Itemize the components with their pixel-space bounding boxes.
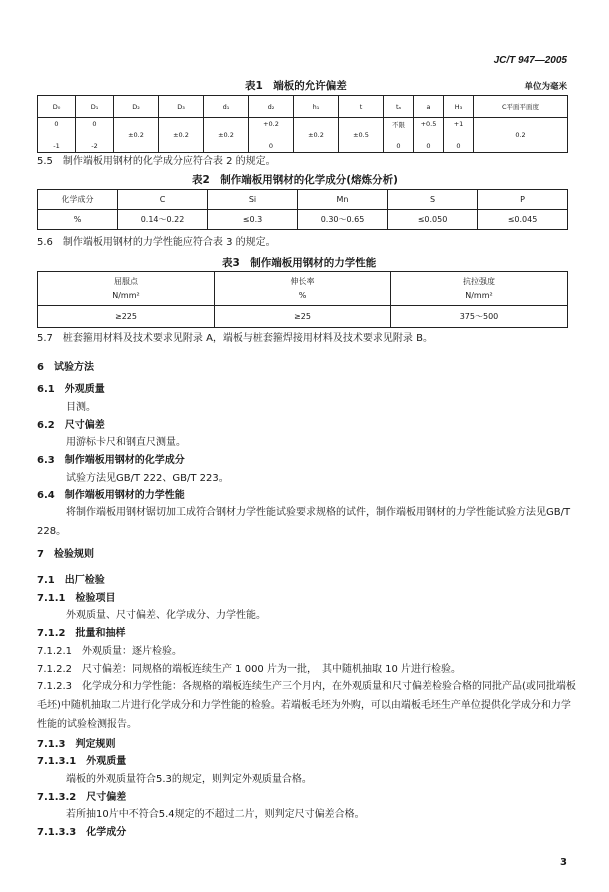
table2-cell: 0.30～0.65 [298, 210, 388, 230]
clause-6-3-heading: 6.3 制作端板用钢材的化学成分 [37, 455, 185, 466]
clause-7-1-3-1-heading: 7.1.3.1 外观质量 [37, 756, 127, 767]
table3-title: 表3 制作端板用钢材的力学性能 [222, 257, 377, 269]
table2-header-cell: Si [208, 190, 298, 210]
table2-data-row [38, 210, 568, 230]
clause-7-1-3-3-heading: 7.1.3.3 化学成分 [37, 827, 127, 838]
table2-cell: ≤0.045 [478, 210, 568, 230]
clause-6-3-body: 试验方法见GB/T 222、GB/T 223。 [66, 473, 229, 484]
tolerance-lower: -2 [91, 142, 98, 150]
table1-header-cell: a [414, 96, 444, 118]
clause-7-1-3-1-body: 端板的外观质量符合5.3的规定，则判定外观质量合格。 [66, 774, 312, 785]
table3 [37, 271, 568, 328]
table2-cell: 0.14～0.22 [118, 210, 208, 230]
table1-header-cell: t [339, 96, 384, 118]
table2-header-cell: C [118, 190, 208, 210]
table1-header-cell: D₃ [159, 96, 204, 118]
standard-code: JC/T 947—2005 [493, 55, 567, 66]
clause-5-6: 5.6 制作端板用钢材的力学性能应符合表 3 的规定。 [37, 237, 276, 248]
table3-cell: ≥225 [38, 306, 215, 328]
clause-6-2-body: 用游标卡尺和钢直尺测量。 [66, 437, 186, 448]
table3-data-row [38, 306, 568, 328]
table1-header-cell: H₃ [444, 96, 474, 118]
tolerance-upper: 不限 [392, 121, 405, 129]
table3-header-row [38, 272, 568, 306]
table1-header-row [38, 96, 568, 118]
clause-7-1-2-1: 7.1.2.1 外观质量：逐片检验。 [37, 646, 182, 657]
table3-header-unit: N/mm² [465, 290, 493, 300]
table2-header-cell: Mn [298, 190, 388, 210]
table3-cell: ≥25 [215, 306, 391, 328]
clause-7-1-3-2-heading: 7.1.3.2 尺寸偏差 [37, 792, 127, 803]
table3-header-cell [215, 272, 391, 306]
tolerance-upper: +0.2 [263, 120, 279, 128]
table1-cell [444, 118, 474, 153]
table1-cell [249, 118, 294, 153]
table1-cell: ±0.2 [114, 118, 159, 153]
table2-header-row [38, 190, 568, 210]
table3-header-label: 屈服点 [114, 276, 138, 286]
table2-header-cell: P [478, 190, 568, 210]
tolerance-lower: 0 [268, 142, 274, 150]
table1-unit: 单位为毫米 [524, 82, 567, 92]
table2-cell: % [38, 210, 118, 230]
table1-header-cell: D₂ [114, 96, 159, 118]
table1-cell [38, 118, 76, 153]
table1 [37, 95, 568, 153]
clause-6-4-body: 将制作端板用钢材锯切加工成符合钢材力学性能试验要求规格的试件，制作端板用钢材的力学性能试验方法见GB/T 228。 [37, 507, 571, 537]
table2-cell: ≤0.050 [388, 210, 478, 230]
table1-data-row [38, 118, 568, 153]
clause-7-1-2-2: 7.1.2.2 尺寸偏差：同规格的端板连续生产 1 000 片为一批， 其中随机抽取 10 片进行检验。 [37, 664, 462, 675]
page-number: 3 [560, 857, 567, 868]
clause-6-2-heading: 6.2 尺寸偏差 [37, 420, 105, 431]
clause-7-1-2-heading: 7.1.2 批量和抽样 [37, 628, 126, 639]
table1-header-cell: D₀ [38, 96, 76, 118]
tolerance-upper: 0 [54, 120, 59, 128]
section-6-heading: 6 试验方法 [37, 362, 94, 373]
table3-header-unit: N/mm² [112, 290, 140, 300]
table1-header-cell: d₁ [204, 96, 249, 118]
tolerance-lower: -1 [53, 142, 60, 150]
table3-header-cell [391, 272, 568, 306]
table1-header-cell: tₐ [384, 96, 414, 118]
table2 [37, 189, 568, 230]
table2-cell: ≤0.3 [208, 210, 298, 230]
table1-cell: ±0.2 [159, 118, 204, 153]
clause-7-1-3-2-body: 若所抽10片中不符合5.4规定的不超过二片，则判定尺寸偏差合格。 [66, 809, 365, 820]
clause-7-1-heading: 7.1 出厂检验 [37, 575, 105, 586]
table1-cell [414, 118, 444, 153]
table3-cell: 375～500 [391, 306, 568, 328]
clause-5-5: 5.5 制作端板用钢材的化学成分应符合表 2 的规定。 [37, 156, 276, 167]
table3-header-label: 伸长率 [290, 276, 315, 286]
table2-header-cell: 化学成分 [38, 190, 118, 210]
table1-title: 表1 端板的允许偏差 [245, 80, 347, 92]
table1-cell: ±0.2 [294, 118, 339, 153]
table3-header-cell [38, 272, 215, 306]
table2-header-cell: S [388, 190, 478, 210]
clause-6-4-heading: 6.4 制作端板用钢材的力学性能 [37, 490, 185, 501]
tolerance-lower: 0 [396, 142, 401, 150]
section-7-heading: 7 检验规则 [37, 549, 94, 560]
clause-7-1-2-3: 7.1.2.3 化学成分和力学性能：各规格的端板连续生产三个月内，在外观质量和尺寸偏差检验合格的同批产品(或同批端板毛坯)中随机抽取二片进行化学成分和力学性能的检验。若端板毛坯为外购，可以由端板毛坯生产单位提供化学成分和力学性能的试验检测报告。 [37, 681, 576, 730]
clause-6-1-heading: 6.1 外观质量 [37, 384, 105, 395]
table1-cell: ±0.2 [204, 118, 249, 153]
tolerance-upper: +1 [453, 120, 464, 128]
tolerance-upper: +0.5 [420, 120, 437, 128]
clause-7-1-3-heading: 7.1.3 判定规则 [37, 739, 116, 750]
table3-header-unit: % [298, 290, 307, 300]
table1-cell [76, 118, 114, 153]
table1-header-cell: D₁ [76, 96, 114, 118]
table1-header-cell: d₂ [249, 96, 294, 118]
table2-title: 表2 制作端板用钢材的化学成分(熔炼分析) [192, 174, 398, 186]
clause-7-1-1-heading: 7.1.1 检验项目 [37, 593, 116, 604]
clause-6-1-body: 目测。 [66, 402, 96, 413]
table1-cell [384, 118, 414, 153]
table1-header-cell: h₁ [294, 96, 339, 118]
clause-7-1-1-body: 外观质量、尺寸偏差、化学成分、力学性能。 [66, 610, 266, 621]
table3-header-label: 抗拉强度 [463, 276, 495, 286]
table1-header-cell: C平面平面度 [474, 96, 568, 118]
tolerance-upper: 0 [92, 120, 97, 128]
tolerance-lower: 0 [456, 142, 461, 150]
clause-5-7: 5.7 桩套箍用材料及技术要求见附录 A，端板与桩套箍焊接用材料及技术要求见附录 B。 [37, 333, 433, 344]
table1-cell: ±0.5 [339, 118, 384, 153]
tolerance-lower: 0 [426, 142, 431, 150]
table1-cell: 0.2 [474, 118, 568, 153]
